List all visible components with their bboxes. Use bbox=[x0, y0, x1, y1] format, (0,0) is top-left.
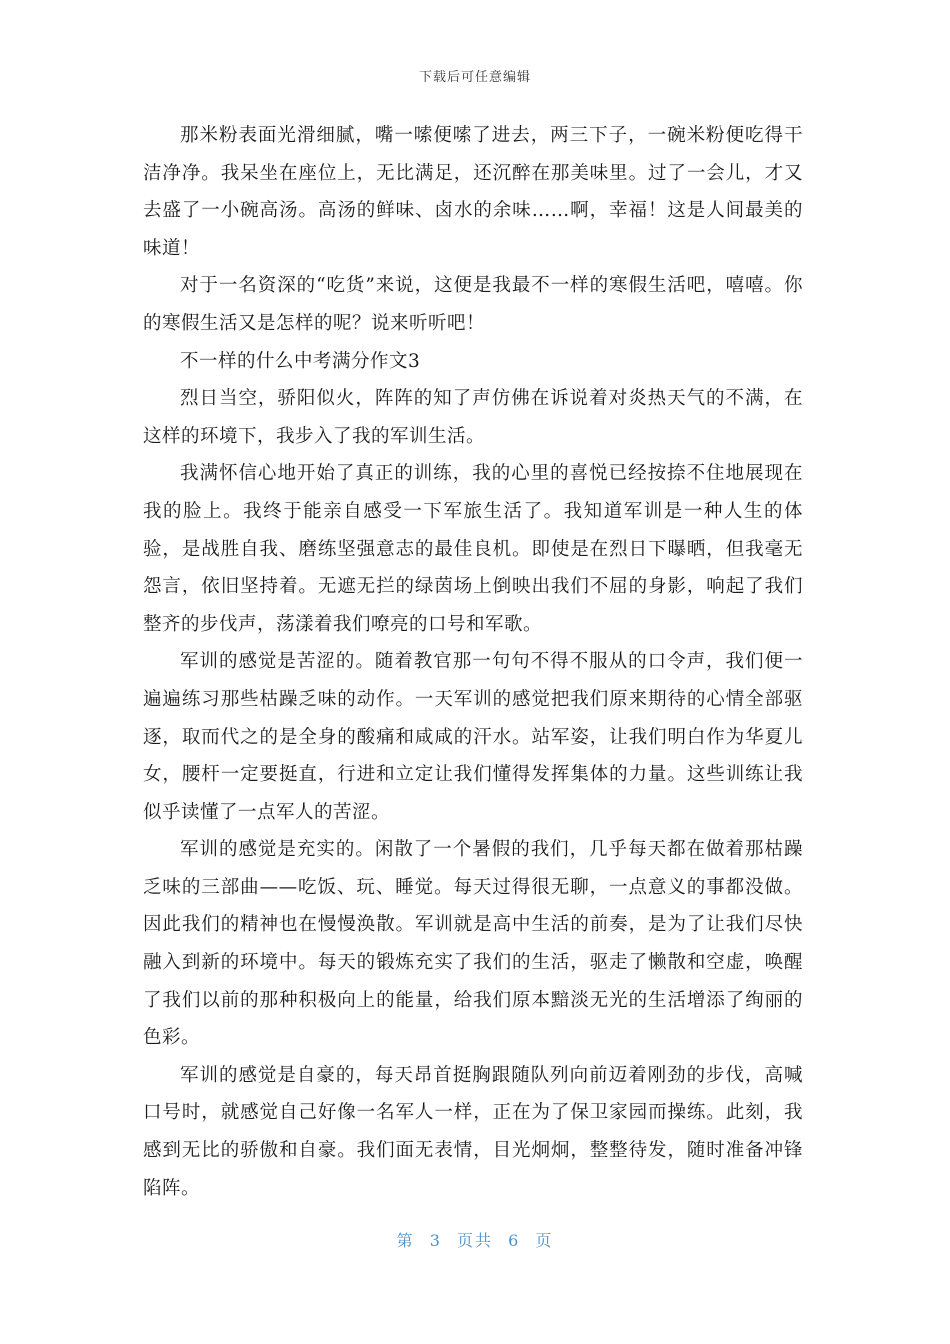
paragraph: 军训的感觉是充实的。闲散了一个暑假的我们，几乎每天都在做着那枯躁乏味的三部曲——吃饭、玩、睡觉。每天过得很无聊，一点意义的事都没做。因此我们的精神也在慢慢涣散。军训就是高中生活的前奏，是为了让我们尽快融入到新的环境中。每天的锻炼充实了我们的生活，驱走了懒散和空虚，唤醒了我们以前的那种积极向上的能量，给我们原本黯淡无光的生活增添了绚丽的色彩。 bbox=[143, 839, 803, 1049]
page-footer: 第 3 页共 6 页 bbox=[396, 1231, 554, 1250]
document-body bbox=[143, 117, 803, 1207]
page-header: 下载后可任意编辑 bbox=[418, 70, 531, 85]
paragraph: 烈日当空，骄阳似火，阵阵的知了声仿佛在诉说着对炎热天气的不满，在这样的环境下，我步入了我的军训生活。 bbox=[143, 388, 803, 447]
paragraph: 对于一名资深的“吃货”来说，这便是我最不一样的寒假生活吧，嘻嘻。你的寒假生活又是怎样的呢？说来听听吧！ bbox=[143, 275, 803, 334]
paragraph: 我满怀信心地开始了真正的训练，我的心里的喜悦已经按捺不住地展现在我的脸上。我终于能亲自感受一下军旅生活了。我知道军训是一种人生的体验，是战胜自我、磨练坚强意志的最佳良机。即使是在烈日下曝晒，但我毫无怨言，依旧坚持着。无遮无拦的绿茵场上倒映出我们不屈的身影，响起了我们整齐的步伐声，荡漾着我们嘹亮的口号和军歌。 bbox=[143, 463, 803, 635]
paragraph: 军训的感觉是自豪的，每天昂首挺胸跟随队列向前迈着刚劲的步伐，高喊口号时，就感觉自己好像一名军人一样，正在为了保卫家园而操练。此刻，我感到无比的骄傲和自豪。我们面无表情，目光炯炯，整整待发，随时准备冲锋陷阵。 bbox=[143, 1064, 803, 1199]
paragraph: 那米粉表面光滑细腻，嘴一嗦便嗦了进去，两三下子，一碗米粉便吃得干洁净净。我呆坐在座位上，无比满足，还沉醉在那美味里。过了一会儿，才又去盛了一小碗高汤。高汤的鲜味、卤水的余味……啊，幸福！这是人间最美的味道！ bbox=[143, 125, 803, 259]
section-title: 不一样的什么中考满分作文3 bbox=[180, 350, 421, 372]
paragraph: 军训的感觉是苦涩的。随着教官那一句句不得不服从的口令声，我们便一遍遍练习那些枯躁乏味的动作。一天军训的感觉把我们原来期待的心情全部驱逐，取而代之的是全身的酸痛和咸咸的汗水。站军姿，让我们明白作为华夏儿女，腰杆一定要挺直，行进和立定让我们懂得发挥集体的力量。这些训练让我似乎读懂了一点军人的苦涩。 bbox=[143, 651, 803, 823]
